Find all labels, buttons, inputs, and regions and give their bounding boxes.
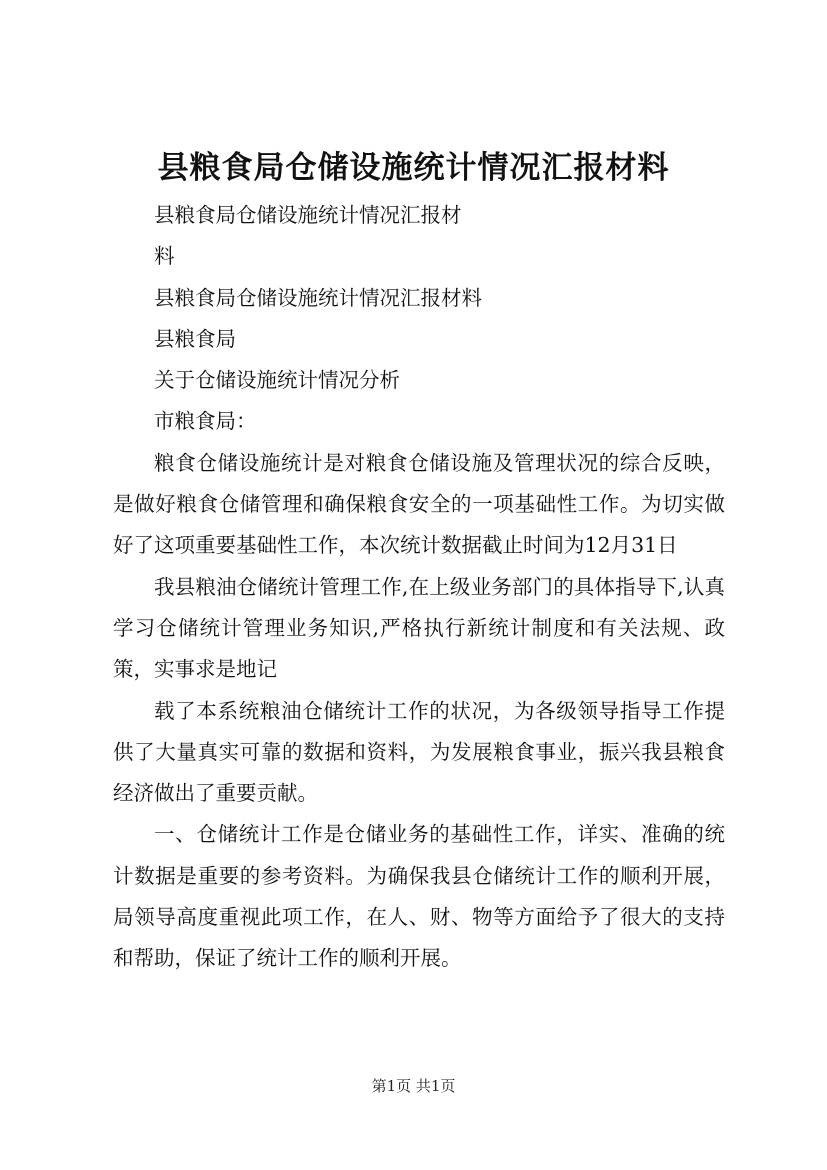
document-title: 县粮食局仓储设施统计情况汇报材料 [157, 150, 670, 186]
paragraph-subtitle: 县粮食局仓储设施统计情况汇报材料 [154, 285, 482, 310]
page-footer: 第1页 共1页 [371, 1077, 456, 1095]
paragraph-body-2: 我县粮油仓储统计管理工作,在上级业务部门的具体指导下,认真学习仓储统计管理业务知识,严格执行新统计制度和有关法规、政策，实事求是地记 [113, 574, 725, 682]
paragraph-body-3: 载了本系统粮油仓储统计工作的状况，为各级领导指导工作提供了大量真实可靠的数据和资料，为发展粮食事业，振兴我县粮食经济做出了重要贡献。 [113, 698, 725, 806]
paragraph-body-1: 粮食仓储设施统计是对粮食仓储设施及管理状况的综合反映，是做好粮食仓储管理和确保粮食安全的一项基础性工作。为切实做好了这项重要基础性工作，本次统计数据截止时间为12月31日 [113, 450, 725, 558]
paragraph-issuer: 县粮食局 [154, 326, 236, 351]
paragraph-subject: 关于仓储设施统计情况分析 [154, 368, 400, 393]
document-body [113, 195, 725, 980]
paragraph-heading-part2: 料 [154, 244, 175, 269]
paragraph-heading-part1: 县粮食局仓储设施统计情况汇报材 [154, 203, 462, 227]
paragraph-recipient: 市粮食局： [154, 409, 257, 434]
paragraph-body-4: 一、仓储统计工作是仓储业务的基础性工作，详实、准确的统计数据是重要的参考资料。为确保我县仓储统计工作的顺利开展，局领导高度重视此项工作，在人、财、物等方面给予了很大的支持和帮助，保证了统计工作的顺利开展。 [113, 822, 725, 971]
